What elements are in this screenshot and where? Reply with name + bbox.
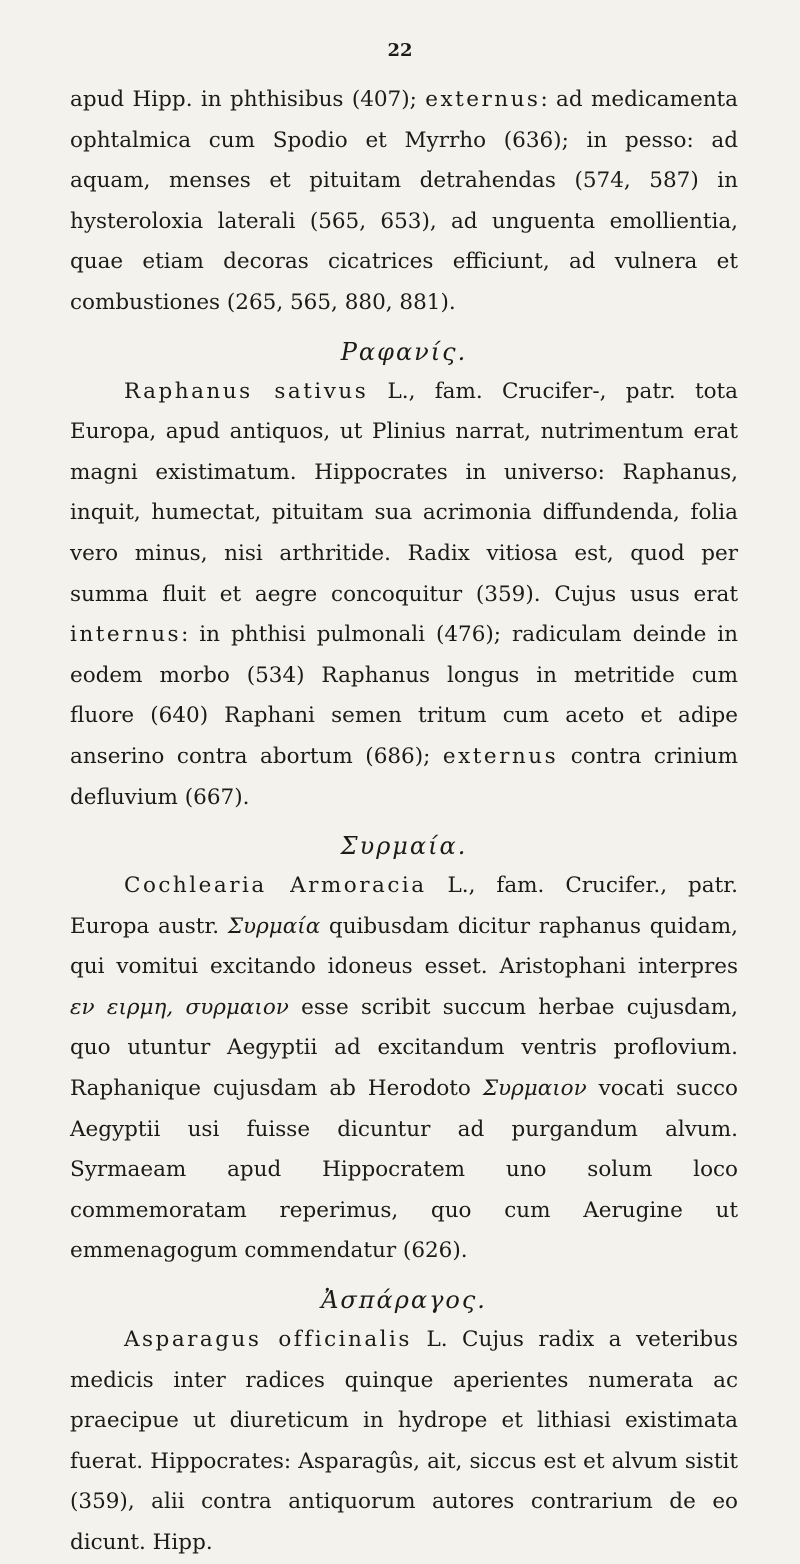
plant-name: Raphanus sativus [124,378,369,404]
page-number: 22 [387,40,413,61]
heading-asparagos: Ἀσπάραγος. [321,1286,487,1315]
text-run: L., fam. Crucifer., patr. Europa austr. [70,873,738,939]
greek-term: εν ειρμη, συρμαιον [70,994,289,1020]
emphasis-term: externus [425,87,541,112]
text-run: apud Hipp. in phthisibus (407); [70,87,426,112]
plant-name: Cochlearia Armoracia [124,873,427,899]
text-run: contra crinium defluvium (667). [70,743,738,810]
greek-term: Συρμαιον [482,1076,587,1102]
paragraph-1 [70,80,738,324]
text-run: L. Cujus radix a veteribus medicis inter radices quinque aperientes numerata ac praecipue ut diureticum in hydrope et lithiasi existimata fuerat. Hippocrates: Asparagûs, ait, siccus est et alvum sistit (359), alii contra antiquorum autores contrarium de eo dicunt. Hipp. [70,1327,738,1555]
heading-raphanis: Ραφανίς. [340,337,468,366]
emphasis-term: internus [70,622,182,648]
body-text [70,80,738,1564]
text-run: vocati succo Aegyptii usi fuisse dicuntur ad purgandum alvum. Syrmaeam apud Hippocratem uno solum loco commemoratam reperimus, quo cum Aerugine ut emmenagogum commendatur (626). [70,1076,738,1264]
paragraph-4 [70,1320,738,1564]
greek-term: Συρμαία [227,913,321,939]
text-run: : ad medicamenta ophtalmica cum Spodio et Myrrho (636); in pesso: ad aquam, menses et pituitam detrahendas (574, 587) in hysteroloxia laterali (565, 653), ad unguenta emollientia, quae etiam decoras cicatrices efficiunt, ad vulnera et combustiones (265, 565, 880, 881). [70,87,738,315]
text-run: L., fam. Crucifer-, patr. tota Europa, apud antiquos, ut Plinius narrat, nutrimentum erat magni existimatum. Hippocrates in universo: Raphanus, inquit, humectat, pituitam sua acrimonia diffundenda, folia vero minus, nisi arthritide. Radix vitiosa est, quod per summa fluit et aegre concoquitur (359). Cujus usus erat [70,378,738,607]
plant-name: Asparagus officinalis [124,1327,412,1353]
text-run: : in phthisi pulmonali (476); radiculam deinde in eodem morbo (534) Raphanus longus in metritide cum fluore (640) Raphani semen tritum cum aceto et adipe anserino contra abortum (686); [70,622,738,769]
text-run: esse scribit succum herbae cujusdam, quo utuntur Aegyptii ad excitandum ventris proflovium. Raphanique cujusdam ab Herodoto [70,994,738,1102]
paragraph-2 [70,372,738,819]
paragraph-3 [70,866,738,1272]
heading-syrmaia: Συρμαία. [340,832,468,861]
text-run: quibusdam dicitur raphanus quidam, qui vomitui excitando idoneus esset. Aristophani interpres [70,913,739,980]
emphasis-term: externus [442,743,559,769]
